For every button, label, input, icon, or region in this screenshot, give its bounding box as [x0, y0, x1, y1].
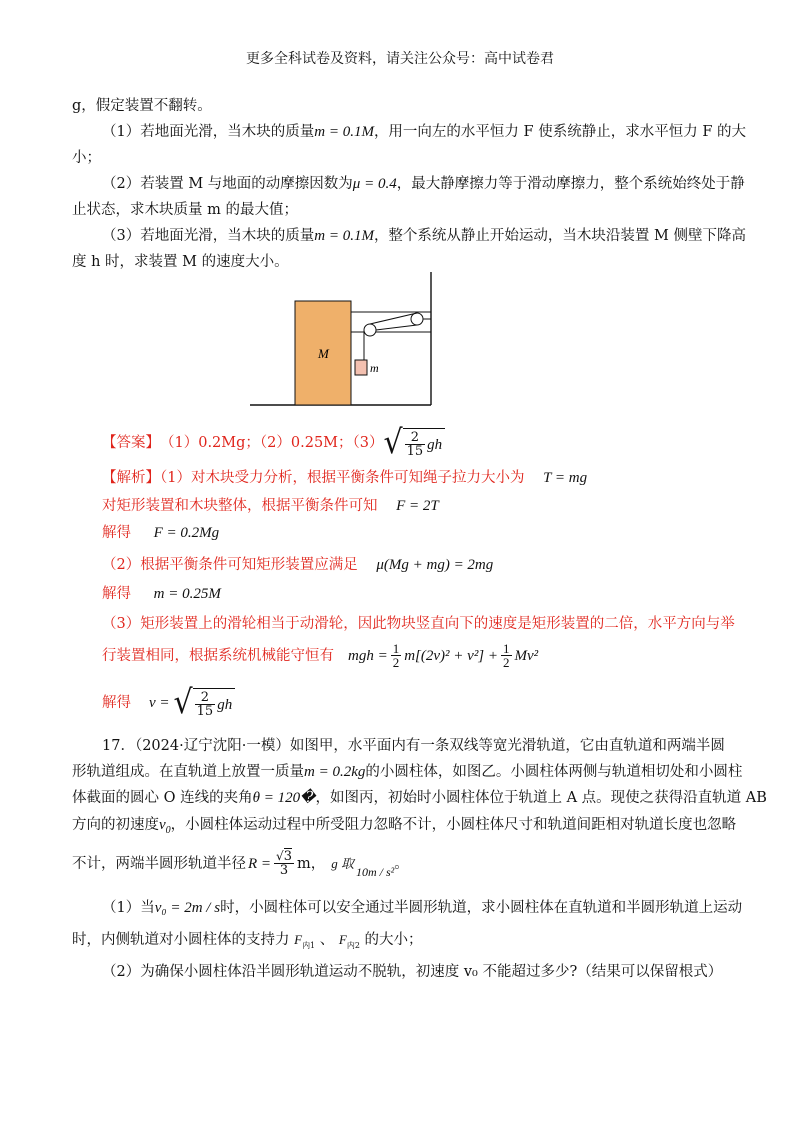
p17-line-2: 形轨道组成。在直轨道上放置一质量m = 0.2kg的小圆柱体，如图乙。小圆柱体两侧与轨道相切处和小圆柱: [72, 764, 743, 780]
p17-line-5: 不计，两端半圆形轨道半径 R = $\frac{√3}{3}$ m， g 取 10m / s² 。: [72, 849, 409, 879]
rope-upper: [370, 313, 417, 324]
p16-q1-line2: 小；: [72, 150, 101, 166]
analysis-line-5: 解得 m = 0.25M: [102, 586, 221, 602]
analysis-line-2: 对矩形装置和木块整体，根据平衡条件可知 F = 2T: [102, 498, 439, 514]
answer-sqrt: √ $\frac{2}{15}$ gh: [384, 428, 446, 458]
label-M: M: [318, 346, 329, 361]
analysis-line-7: 行装置相同，根据系统机械能守恒有 mgh = $\frac{1}{2}$ m[(2v)² + v²] + $\frac{1}{2}$ Mv²: [102, 641, 539, 670]
analysis-line-3: 解得 F = 0.2Mg: [102, 525, 220, 541]
p17-q2: （2）为确保小圆柱体沿半圆形轨道运动不脱轨，初速度 v₀ 不能超过多少?（结果可以保留根式）: [102, 964, 723, 980]
analysis-line-8: 解得 v = √ $\frac{2}{15}$ gh: [102, 688, 235, 718]
p16-q1-line1: （1）若地面光滑，当木块的质量m = 0.1M，用一向左的水平恒力 F 使系统静止，求水平恒力 F 的大: [102, 124, 746, 140]
p16-line-0: g，假定装置不翻转。: [72, 98, 212, 114]
p17-q1-line1: （1）当v₀ = 2m / s时，小圆柱体可以安全通过半圆形轨道，求小圆柱体在直轨道和半圆形轨道上运动: [102, 900, 743, 916]
block-m: [355, 360, 367, 375]
analysis-line-6: （3）矩形装置上的滑轮相当于动滑轮，因此物块竖直向下的速度是矩形装置的二倍，水平方向与举: [102, 616, 735, 632]
label-m: m: [370, 361, 379, 375]
answer-line: 【答案】 （1）0.2Mg；（2）0.25M；（3） √ $\frac{2}{15}$ gh: [102, 428, 445, 458]
page-header: 更多全科试卷及资料，请关注公众号：高中试卷君: [246, 51, 554, 67]
answer-tag: 【答案】: [102, 435, 160, 451]
analysis-line-4: （2）根据平衡条件可知矩形装置应满足 μ(Mg + mg) = 2mg: [102, 557, 494, 573]
p16-q2-line1: （2）若装置 M 与地面的动摩擦因数为μ = 0.4，最大静摩擦力等于滑动摩擦力，整个系统始终处于静: [102, 176, 745, 192]
p17-line-3: 体截面的圆心 O 连线的夹角θ = 120�，如图丙，初始时小圆柱体位于轨道上 A 点。现使之获得沿直轨道 AB: [72, 790, 767, 806]
p17-q1-line2: 时，内侧轨道对小圆柱体的支持力 $F_{内1}$ 、 $F_{内2}$ 的大小；: [72, 932, 423, 950]
p16-q2-line2: 止状态，求木块质量 m 的最大值；: [72, 202, 298, 218]
moving-pulley: [364, 324, 376, 336]
pulley-figure: [245, 272, 445, 412]
rope-lower: [376, 325, 417, 330]
analysis-line-1: 【解析】（1）对木块受力分析，根据平衡条件可知绳子拉力大小为 T = mg: [102, 470, 588, 486]
p16-q3-line2: 度 h 时，求装置 M 的速度大小。: [72, 254, 289, 270]
p17-line-4: 方向的初速度$v_0$，小圆柱体运动过程中所受阻力忽略不计，小圆柱体尺寸和轨道间距相对轨道长度也忽略: [72, 817, 737, 836]
p17-line-1: 17．（2024·辽宁沈阳·一模）如图甲，水平面内有一条双线等宽光滑轨道，它由直轨道和两端半圆: [102, 738, 725, 754]
p16-q3-line1: （3）若地面光滑，当木块的质量m = 0.1M，整个系统从静止开始运动，当木块沿装置 M 侧壁下降高: [102, 228, 747, 244]
fixed-pulley: [411, 313, 423, 325]
